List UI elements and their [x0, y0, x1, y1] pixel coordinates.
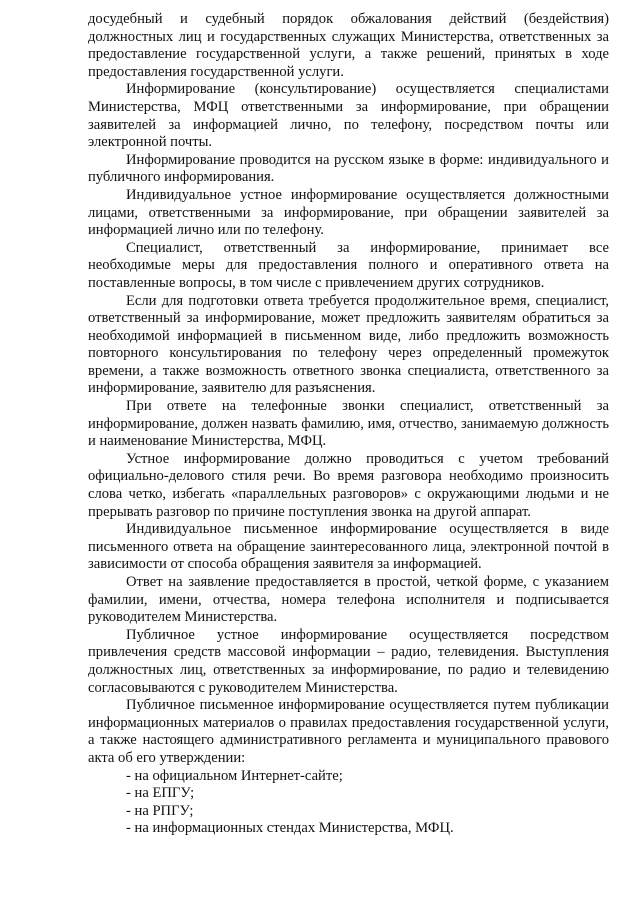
- list-item: - на официальном Интернет-сайте;: [126, 767, 343, 784]
- paragraph-consulting: Информирование (консультирование) осуществляется специалистами Министерства, МФЦ ответственными за информирование, при обращении заявителей за информацией лично, по телефону, посредством почты или электронной почты.: [88, 81, 609, 151]
- paragraph-specialist-measures: Специалист, ответственный за информирование, принимает все необходимые меры для предоставления полного и оперативного ответа на поставленные вопросы, в том числе с привлечением других сотрудников.: [88, 239, 609, 291]
- publication-places-list: [88, 768, 609, 838]
- paragraph-public-oral: Публичное устное информирование осуществляется посредством привлечения средств массовой информации – радио, телевидения. Выступления должностных лиц, ответственных за информирование, по радио и телевидению согласовываются с руководителем Министерства.: [88, 626, 609, 696]
- paragraph-answer-form: Ответ на заявление предоставляется в простой, четкой форме, с указанием фамилии, имени, отчества, номера телефона исполнителя и подписывается руководителем Министерства.: [88, 574, 609, 626]
- paragraph-language: Информирование проводится на русском языке в форме: индивидуального и публичного информирования.: [88, 151, 609, 186]
- list-item: - на информационных стендах Министерства, МФЦ.: [126, 820, 454, 837]
- paragraph-individual-oral: Индивидуальное устное информирование осуществляется должностными лицами, ответственными за информирование, при обращении заявителей за информацией лично или по телефону.: [88, 186, 609, 239]
- paragraph-phone-calls: При ответе на телефонные звонки специалист, ответственный за информирование, должен назвать фамилию, имя, отчество, занимаемую должность и наименование Министерства, МФЦ.: [88, 398, 609, 450]
- list-item: - на ЕПГУ;: [126, 785, 195, 802]
- paragraph-long-answer: Если для подготовки ответа требуется продолжительное время, специалист, ответственный за информирование, может предложить заявителям обратиться за необходимой информацией в письменном виде, либо предложить возможность повторного консультирования по телефону через определенный промежуток времени, а также возможность ответного звонка специалиста, ответственного за информирование, заявителю для разъяснения.: [88, 292, 609, 397]
- paragraph-speech-style: Устное информирование должно проводиться с учетом требований официально-делового стиля речи. Во время разговора необходимо произносить слова четко, избегать «параллельных разговоров» с окружающими людьми и не прерывать разговор по причине поступления звонка на другой аппарат.: [88, 450, 609, 520]
- list-item: - на РПГУ;: [126, 802, 194, 819]
- document-page: [88, 11, 609, 838]
- paragraph-appeal-procedure: досудебный и судебный порядок обжалования действий (бездействия) должностных лиц и государственных служащих Министерства, ответственных за предоставление государственной услуги, а также решений, принятых в ходе предоставления государственной услуги.: [88, 11, 609, 80]
- paragraph-public-written: Публичное письменное информирование осуществляется путем публикации информационных материалов о правилах предоставления государственной услуги, а также настоящего административного регламента и муниципального правового акта об его утверждении:: [88, 697, 609, 766]
- paragraph-individual-written: Индивидуальное письменное информирование осуществляется в виде письменного ответа на обращение заинтересованного лица, электронной почтой в зависимости от способа обращения заявителя за информацией.: [88, 521, 609, 573]
